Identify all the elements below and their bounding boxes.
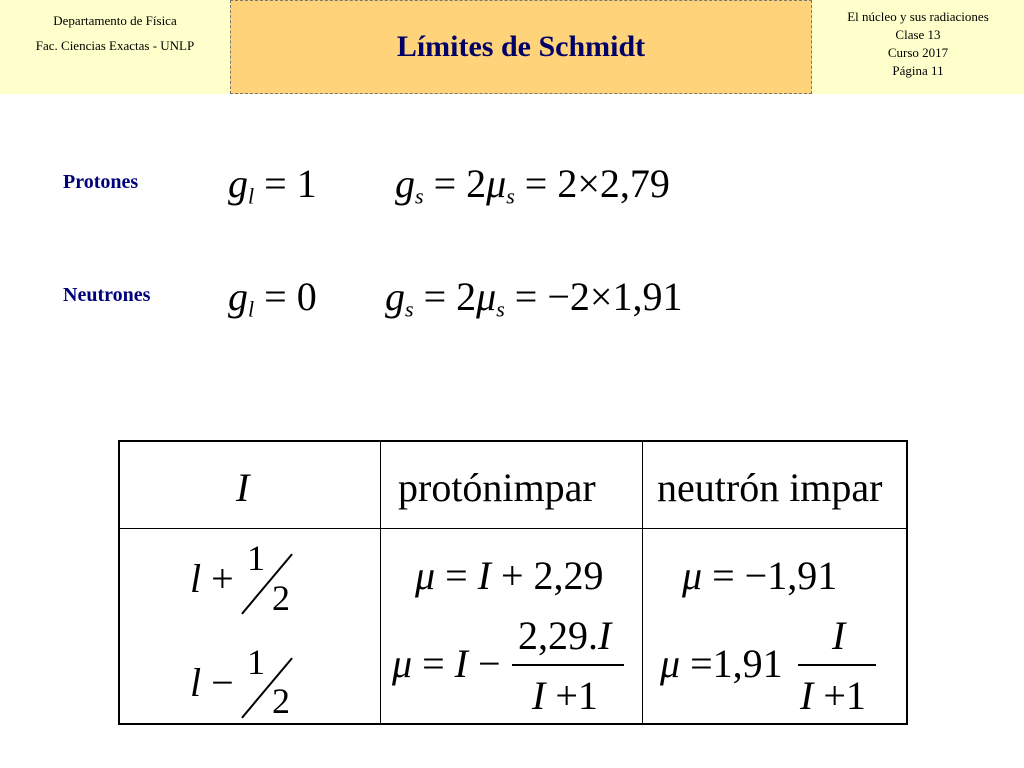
l-plus-half: l + <box>190 556 234 601</box>
header-neutron-odd: neutrón impar <box>657 465 883 510</box>
l-minus-half: l − <box>190 660 234 705</box>
protones-gl-value: 1 <box>296 161 317 206</box>
protones-gs-value: 2,79 <box>599 161 670 206</box>
proton-mu-plus-formula: μ = I + 2,29 <box>415 553 604 598</box>
proton-mu-minus-formula: μ = I − <box>392 641 501 686</box>
class-number: Clase 13 <box>895 27 941 42</box>
header-right-panel <box>812 0 1024 94</box>
table-divider <box>120 528 906 529</box>
course-year: Curso 2017 <box>887 45 949 60</box>
half-denominator: 2 <box>272 681 290 721</box>
neutrones-label: Neutrones <box>63 284 151 306</box>
half-numerator: 1 <box>247 642 265 682</box>
neutrones-gs-equation: $g_s = 2\mu_s = -2\times 1,91$ <box>385 274 683 322</box>
neutrones-gl-equation: $g_l = 0$ <box>228 274 317 322</box>
half-denominator: 2 <box>272 578 290 618</box>
header-I: I <box>236 465 250 510</box>
table-divider <box>642 442 643 723</box>
header-proton-odd: protónimpar <box>398 465 596 510</box>
proton-minus-numerator: 2,29.I <box>518 613 612 658</box>
page-number: Página 11 <box>892 63 944 78</box>
half-numerator: 1 <box>247 538 265 578</box>
fraction-bar <box>512 664 624 666</box>
header-left-panel <box>0 0 230 94</box>
neutrones-gl-value: 0 <box>296 274 317 319</box>
neutron-minus-denominator: I +1 <box>800 673 866 718</box>
faculty-label: Fac. Ciencias Exactas - UNLP <box>35 38 195 53</box>
table-divider <box>380 442 381 723</box>
neutrones-gs-value: 1,91 <box>612 274 683 319</box>
department-label: Departamento de Física <box>53 13 177 28</box>
neutron-minus-numerator: I <box>832 613 846 658</box>
course-name: El núcleo y sus radiaciones <box>847 9 989 24</box>
neutron-mu-minus-formula: μ =1,91 <box>660 641 783 686</box>
fraction-bar <box>798 664 876 666</box>
schmidt-table <box>118 440 908 725</box>
protones-gs-equation: $g_s = 2\mu_s = 2\times 2,79$ <box>395 161 670 209</box>
page-title: Límites de Schmidt <box>396 30 646 63</box>
neutron-mu-plus-formula: μ = −1,91 <box>682 553 838 598</box>
protones-label: Protones <box>63 171 139 193</box>
proton-minus-denominator: I +1 <box>532 673 598 718</box>
header-title-panel <box>230 0 812 94</box>
protones-gl-equation: $g_l = 1$ <box>228 161 317 209</box>
